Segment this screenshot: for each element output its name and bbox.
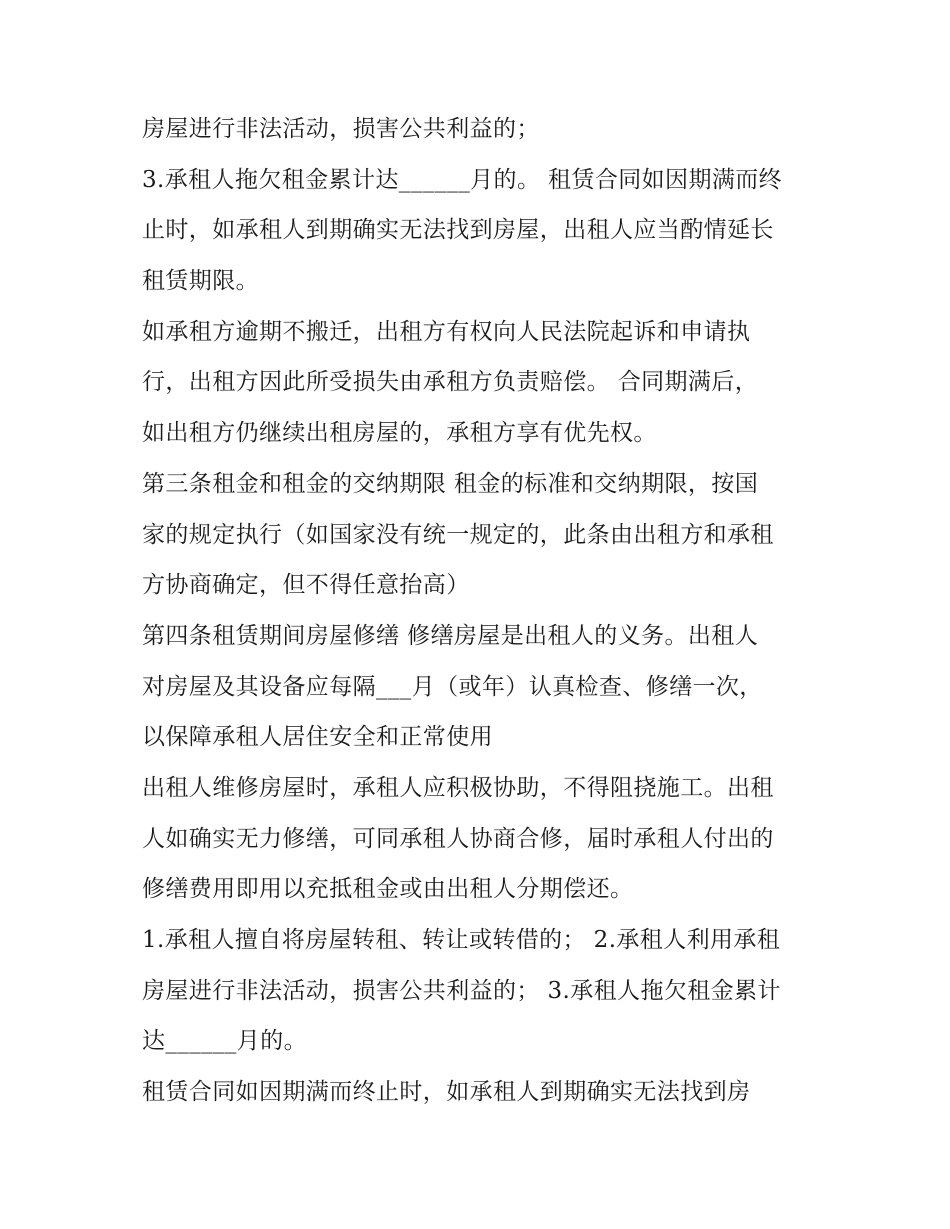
text-line: 如出租方仍继续出租房屋的，承租方享有优先权。 xyxy=(142,420,657,447)
text-line: 达______月的。 xyxy=(142,1028,307,1055)
text-line: 止时，如承租人到期确实无法找到房屋，出租人应当酌情延长 xyxy=(142,217,774,244)
text-line: 房屋进行非法活动，损害公共利益的； xyxy=(142,116,540,142)
text-line: 如承租方逾期不搬迁，出租方有权向人民法院起诉和申请执 xyxy=(142,318,751,345)
text-line: 第三条租金和租金的交纳期限 租金的标准和交纳期限，按国 xyxy=(142,470,759,497)
text-line: 修缮费用即用以充抵租金或由出租人分期偿还。 xyxy=(142,876,634,903)
text-line: 方协商确定，但不得任意抬高） xyxy=(142,572,470,599)
text-line: 人如确实无力修缮，可同承租人协商合修，届时承租人付出的 xyxy=(142,825,774,852)
text-line: 行，出租方因此所受损失由承租方负责赔偿。 合同期满后， xyxy=(142,369,759,396)
text-line: 1.承租人擅自将房屋转租、转让或转借的； 2.承租人利用承租 xyxy=(142,927,781,953)
text-line: 家的规定执行（如国家没有统一规定的，此条由出租方和承租 xyxy=(142,521,774,548)
text-line: 对房屋及其设备应每隔___月（或年）认真检查、修缮一次， xyxy=(142,673,763,700)
document-body xyxy=(142,104,822,1118)
text-line: 第四条租赁期间房屋修缮 修缮房屋是出租人的义务。出租人 xyxy=(142,622,759,649)
text-line: 出租人维修房屋时，承租人应积极协助，不得阻挠施工。出租 xyxy=(142,774,774,801)
text-line: 房屋进行非法活动，损害公共利益的； 3.承租人拖欠租金累计 xyxy=(142,977,781,1004)
text-line: 租赁合同如因期满而终止时，如承租人到期确实无法找到房 xyxy=(142,1079,751,1106)
text-line: 以保障承租人居住安全和正常使用 xyxy=(142,724,493,751)
text-line: 租赁期限。 xyxy=(142,268,259,295)
text-line: 3.承租人拖欠租金累计达______月的。 租赁合同如因期满而终 xyxy=(142,166,783,193)
